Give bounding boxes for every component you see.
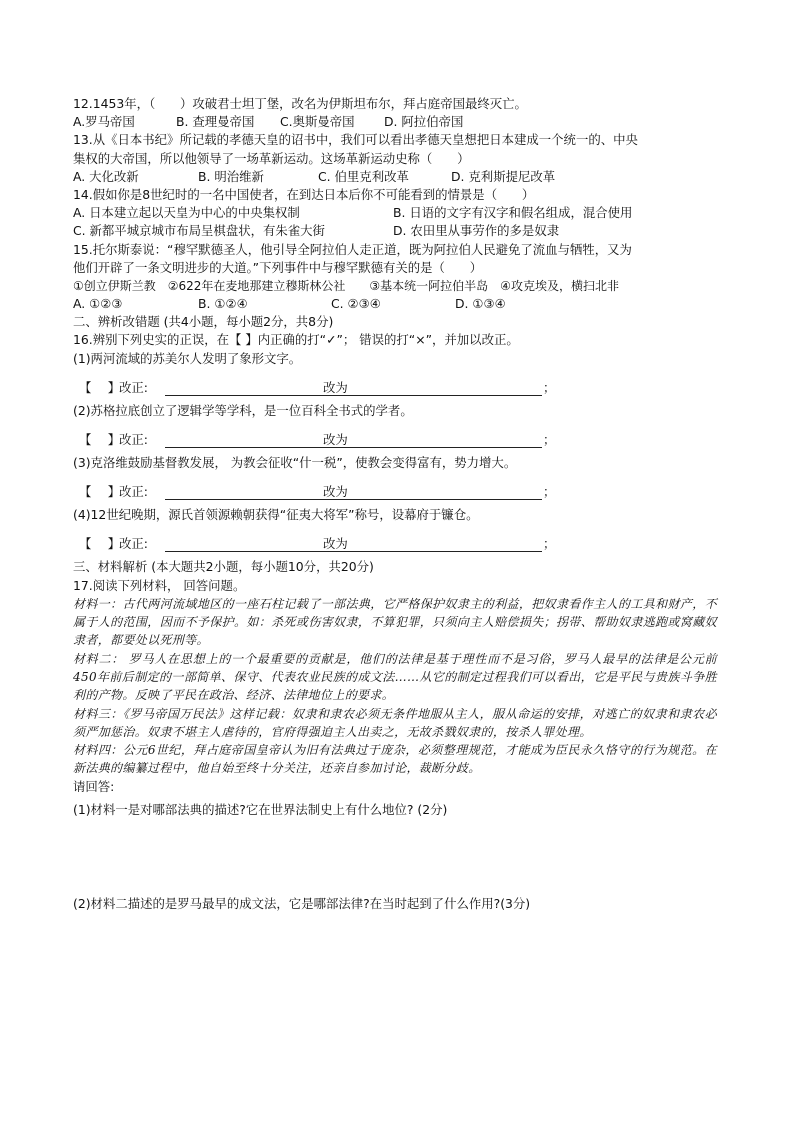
exam-page xyxy=(73,95,723,913)
answer-row-2 xyxy=(73,431,723,449)
option-c: C.奥斯曼帝国 xyxy=(280,114,355,130)
answer-row-4 xyxy=(73,535,723,553)
option-d: D. 克利斯提尼改革 xyxy=(451,168,556,184)
option-b: B. 日语的文字有汉字和假名组成，混合使用 xyxy=(393,205,633,221)
question-13-stem-line1: 13.从《日本书纪》所记载的孝德天皇的诏书中，我们可以看出孝德天皇想把日本建成一个统一的、中央 xyxy=(73,132,638,148)
option-a: A. ①②③ xyxy=(73,296,123,312)
question-15-stem-line1: 15.托尔斯泰说：“穆罕默德圣人，他引导全阿拉伯人走正道，既为阿拉伯人民避免了流血与牺牲，又为 xyxy=(73,241,632,257)
question-13-stem-line2: 集权的大帝国，所以他领导了一场革新运动。这场革新运动史称（ ） xyxy=(73,150,470,166)
answer-blank[interactable] xyxy=(165,535,542,552)
material-4: 材料四：公元6世纪，拜占庭帝国皇帝认为旧有法典过于庞杂，必须整理规范，才能成为臣民永久恪守的行为规范。在新法典的编纂过程中，他自始至终十分关注，还亲自参加讨论，裁断分歧。 xyxy=(73,743,717,776)
question-15-events: ①创立伊斯兰教 ②622年在麦地那建立穆斯林公社 ③基本统一阿拉伯半岛 ④攻克埃及，横扫北非 xyxy=(73,278,619,293)
question-13-options xyxy=(73,168,723,186)
answer-blank[interactable] xyxy=(165,483,542,500)
answer-blank[interactable] xyxy=(165,379,542,396)
answer-mid-label: 改为 xyxy=(323,536,348,552)
section-3-heading: 三、材料解析 (本大题共2小题，每小题10分，共20分) xyxy=(73,559,374,575)
sub-question-2: (2)材料二描述的是罗马最早的成文法，它是哪部法律?在当时起到了什么作用?(3分) xyxy=(73,896,531,912)
answer-end: ； xyxy=(543,379,556,395)
option-d: D. 农田里从事劳作的多是奴隶 xyxy=(393,223,560,239)
question-16-item-3: (3)克洛维鼓励基督教发展， 为教会征收“什一税”，使教会变得富有，势力增大。 xyxy=(73,455,517,470)
answer-fix-label: 改正: xyxy=(119,536,148,552)
question-12-options xyxy=(73,113,723,131)
material-2: 材料二： 罗马人在思想上的一个最重要的贡献是，他们的法律是基于理性而不是习俗，罗马人最早的法律是公元前450年前后制定的一部简单、保守、代表农业民族的成文法……从它的制定过程我们可以看出，它是平民与贵族斗争胜利的产物。反映了平民在政治、经济、法律地位上的要求。 xyxy=(73,651,717,703)
answer-bracket[interactable]: 【 】 xyxy=(79,536,121,552)
option-a: A. 日本建立起以天皇为中心的中央集权制 xyxy=(73,205,300,221)
answer-end: ； xyxy=(543,536,556,552)
question-16-item-4: (4)12世纪晚期，源氏首领源赖朝获得“征夷大将军”称号，设幕府于镰仓。 xyxy=(73,507,479,523)
option-c: C. 伯里克利改革 xyxy=(318,168,409,184)
question-16-item-1: (1)两河流域的苏美尔人发明了象形文字。 xyxy=(73,350,302,366)
section-2-heading: 二、辨析改错题 (共4小题，每小题2分，共8分) xyxy=(73,314,334,330)
answer-fix-label: 改正: xyxy=(119,484,148,500)
option-c: C. ②③④ xyxy=(331,296,381,312)
option-b: B. 明治维新 xyxy=(198,168,264,184)
question-15-options xyxy=(73,295,723,313)
answer-end: ； xyxy=(543,484,556,500)
answer-bracket[interactable]: 【 】 xyxy=(79,484,121,500)
question-14-options-cd xyxy=(73,222,723,240)
option-b: B. ①②④ xyxy=(198,296,248,312)
answer-fix-label: 改正: xyxy=(119,379,148,395)
please-answer-label: 请回答: xyxy=(73,778,115,794)
question-15-stem-line2: 他们开辟了一条文明进步的大道。”下列事件中与穆罕默德有关的是（ ） xyxy=(73,259,483,275)
question-16-instruction: 16.辨别下列史实的正误，在【 】内正确的打“✓”； 错误的打“×”，并加以改正。 xyxy=(73,332,519,348)
question-12-stem: 12.1453年，（ ）攻破君士坦丁堡，改名为伊斯坦布尔，拜占庭帝国最终灭亡。 xyxy=(73,96,527,111)
answer-bracket[interactable]: 【 】 xyxy=(79,379,121,395)
option-c: C. 新都平城京城市布局呈棋盘状，有朱雀大街 xyxy=(73,223,325,239)
material-1: 材料一：古代两河流域地区的一座石柱记载了一部法典，它严格保护奴隶主的利益，把奴隶看作主人的工具和财产，不属于人的范围，因而不予保护。如：杀死或伤害奴隶，不算犯罪，只须向主人赔偿损失；拐带、帮助奴隶逃跑或窝藏奴隶者，都要处以死刑等。 xyxy=(73,596,717,648)
option-d: D. ①③④ xyxy=(455,296,506,312)
materials-block xyxy=(73,595,717,778)
answer-mid-label: 改为 xyxy=(323,379,348,395)
answer-space-1[interactable] xyxy=(73,819,723,891)
sub-question-1: (1)材料一是对哪部法典的描述?它在世界法制史上有什么地位? (2分) xyxy=(73,801,448,817)
question-17-intro: 17.阅读下列材料， 回答问题。 xyxy=(73,577,246,593)
answer-end: ； xyxy=(543,432,556,447)
option-a: A.罗马帝国 xyxy=(73,114,135,130)
answer-mid-label: 改为 xyxy=(323,484,348,500)
answer-fix-label: 改正: xyxy=(119,432,148,447)
answer-mid-label: 改为 xyxy=(323,432,348,447)
option-a: A. 大化改新 xyxy=(73,168,139,184)
material-3: 材料三：《罗马帝国万民法》这样记载：奴隶和隶农必须无条件地服从主人，服从命运的安排，对逃亡的奴隶和隶农必须严加惩治。奴隶不堪主人虐待的，官府得强迫主人出卖之，无故杀戮奴隶的，按杀人罪处理。 xyxy=(73,706,717,739)
question-14-stem: 14.假如你是8世纪时的一名中国使者，在到达日本后你不可能看到的情景是（ ） xyxy=(73,186,535,202)
answer-blank[interactable] xyxy=(165,431,542,448)
question-16-item-2: (2)苏格拉底创立了逻辑学等学科，是一位百科全书式的学者。 xyxy=(73,402,413,418)
question-14-options-ab xyxy=(73,204,723,222)
answer-row-1 xyxy=(73,379,723,397)
option-d: D. 阿拉伯帝国 xyxy=(384,114,464,130)
answer-row-3 xyxy=(73,483,723,501)
option-b: B. 查理曼帝国 xyxy=(176,114,255,130)
answer-bracket[interactable]: 【 】 xyxy=(79,432,121,447)
